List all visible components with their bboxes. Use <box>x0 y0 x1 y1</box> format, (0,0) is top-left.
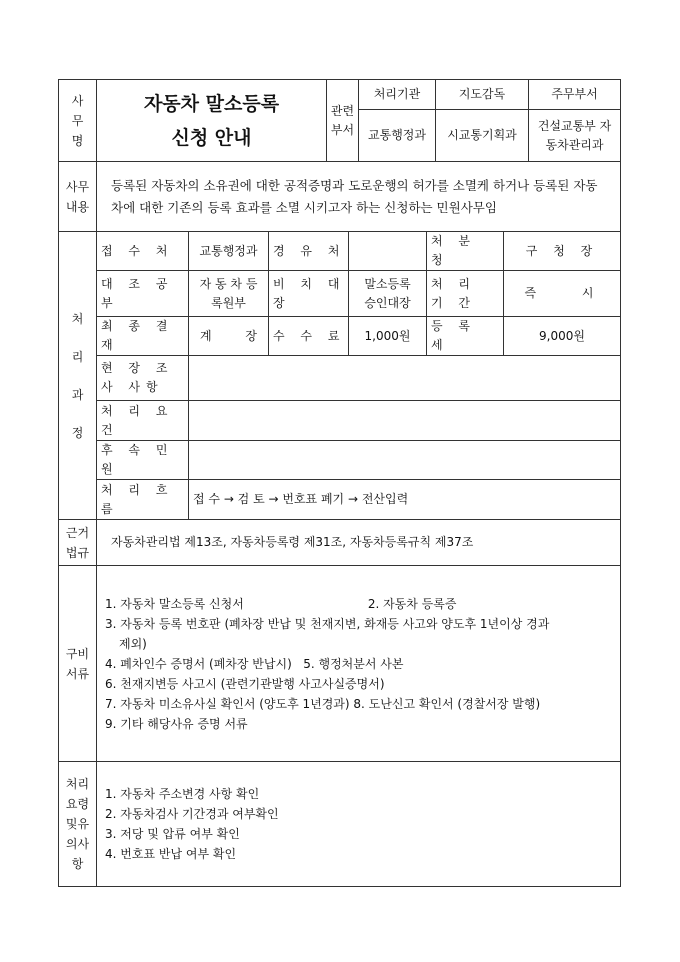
kept-ledger-value: 말소등록 승인대장 <box>349 271 427 317</box>
list-item: 3. 자동차 등록 번호판 (폐차장 반납 및 천재지변, 화재등 사고와 양도후 1년이상 경과 <box>105 616 550 631</box>
reference-ledger-value: 자 동 차 등록원부 <box>189 271 269 317</box>
followup-label: 후 속 민 원 <box>97 441 189 480</box>
disposition-agency-label: 처 분 청 <box>427 232 504 271</box>
list-item: 1. 자동차 주소변경 사항 확인 <box>105 787 260 801</box>
site-survey-label: 현 장 조 사 사항 <box>97 356 189 401</box>
col-processing-agency: 처리기관 <box>359 80 436 110</box>
affair-content-label: 사무내용 <box>59 162 97 232</box>
reference-ledger-label: 대 조 공 부 <box>97 271 189 317</box>
title-line-2: 신청 안내 <box>171 126 252 149</box>
legal-basis-section <box>58 519 621 566</box>
via-office-label: 경 유 처 <box>269 232 349 271</box>
header-section <box>58 79 621 162</box>
notes-list <box>97 762 621 887</box>
supervision-value: 시교통기획과 <box>436 110 529 162</box>
col-main-dept: 주무부서 <box>529 80 621 110</box>
notes-label: 처리요령및유의사항 <box>59 762 97 887</box>
list-item: 4. 번호표 반납 여부 확인 <box>105 847 237 861</box>
documents-label: 구비서류 <box>59 566 97 762</box>
list-item: 제외) <box>119 636 147 651</box>
title-line-1: 자동차 말소등록 <box>143 92 280 115</box>
related-dept-label: 관련부서 <box>327 80 359 162</box>
list-item: 6. 천재지변등 사고시 (관련기관발행 사고사실증명서) <box>105 676 385 691</box>
registration-tax-label: 등 록 세 <box>427 317 504 356</box>
flow-label: 처 리 흐 름 <box>97 480 189 520</box>
receiving-office-label: 접 수 처 <box>97 232 189 271</box>
list-item: 9. 기타 해당사유 증명 서류 <box>105 716 248 731</box>
receiving-office-value: 교통행정과 <box>189 232 269 271</box>
requirements-value <box>189 401 621 441</box>
processing-period-value: 즉 시 <box>504 271 621 317</box>
affair-content-section <box>58 161 621 232</box>
processing-agency-value: 교통행정과 <box>359 110 436 162</box>
final-approval-value: 계 장 <box>189 317 269 356</box>
kept-ledger-label: 비 치 대 장 <box>269 271 349 317</box>
document-item: 2. 자동차 등록증 <box>367 596 457 611</box>
final-approval-label: 최 종 결 재 <box>97 317 189 356</box>
flow-value: 접 수 → 검 토 → 번호표 폐기 → 전산입력 <box>189 480 621 520</box>
process-section <box>58 231 621 520</box>
registration-tax-value: 9,000원 <box>504 317 621 356</box>
followup-value <box>189 441 621 480</box>
list-item: 4. 폐차인수 증명서 (폐차장 반납시) 5. 행정처분서 사본 <box>105 656 404 671</box>
document-item: 1. 자동차 말소등록 신청서 <box>105 596 244 611</box>
requirements-label: 처 리 요 건 <box>97 401 189 441</box>
legal-basis-text: 자동차관리법 제13조, 자동차등록령 제31조, 자동차등록규칙 제37조 <box>97 520 621 566</box>
via-office-value <box>349 232 427 271</box>
affair-content-text: 등록된 자동차의 소유권에 대한 공적증명과 도로운행의 허가를 소멸케 하거나 등록된 자동차에 대한 기존의 등록 효과를 소멸 시키고자 하는 신청하는 민원사무임 <box>97 162 621 232</box>
list-item <box>105 594 620 614</box>
site-survey-value <box>189 356 621 401</box>
documents-list <box>97 566 621 762</box>
processing-period-label: 처 리 기 간 <box>427 271 504 317</box>
list-item: 3. 저당 및 압류 여부 확인 <box>105 827 240 841</box>
list-item: 2. 자동차검사 기간경과 여부확인 <box>105 807 279 821</box>
notes-section <box>58 761 621 887</box>
guide-form <box>58 80 620 887</box>
list-item: 7. 자동차 미소유사실 확인서 (양도후 1년경과) 8. 도난신고 확인서 (경찰서장 발행) <box>105 696 541 711</box>
documents-section <box>58 565 621 762</box>
fee-label: 수 수 료 <box>269 317 349 356</box>
main-dept-value: 건설교통부 자동차관리과 <box>529 110 621 162</box>
process-label <box>59 232 97 520</box>
legal-basis-label: 근거법규 <box>59 520 97 566</box>
disposition-agency-value: 구 청 장 <box>504 232 621 271</box>
process-label-text: 처리과정 <box>71 311 84 440</box>
affair-name-label: 사무명 <box>59 80 97 162</box>
col-supervision: 지도감독 <box>436 80 529 110</box>
fee-value: 1,000원 <box>349 317 427 356</box>
page-title <box>97 80 327 162</box>
